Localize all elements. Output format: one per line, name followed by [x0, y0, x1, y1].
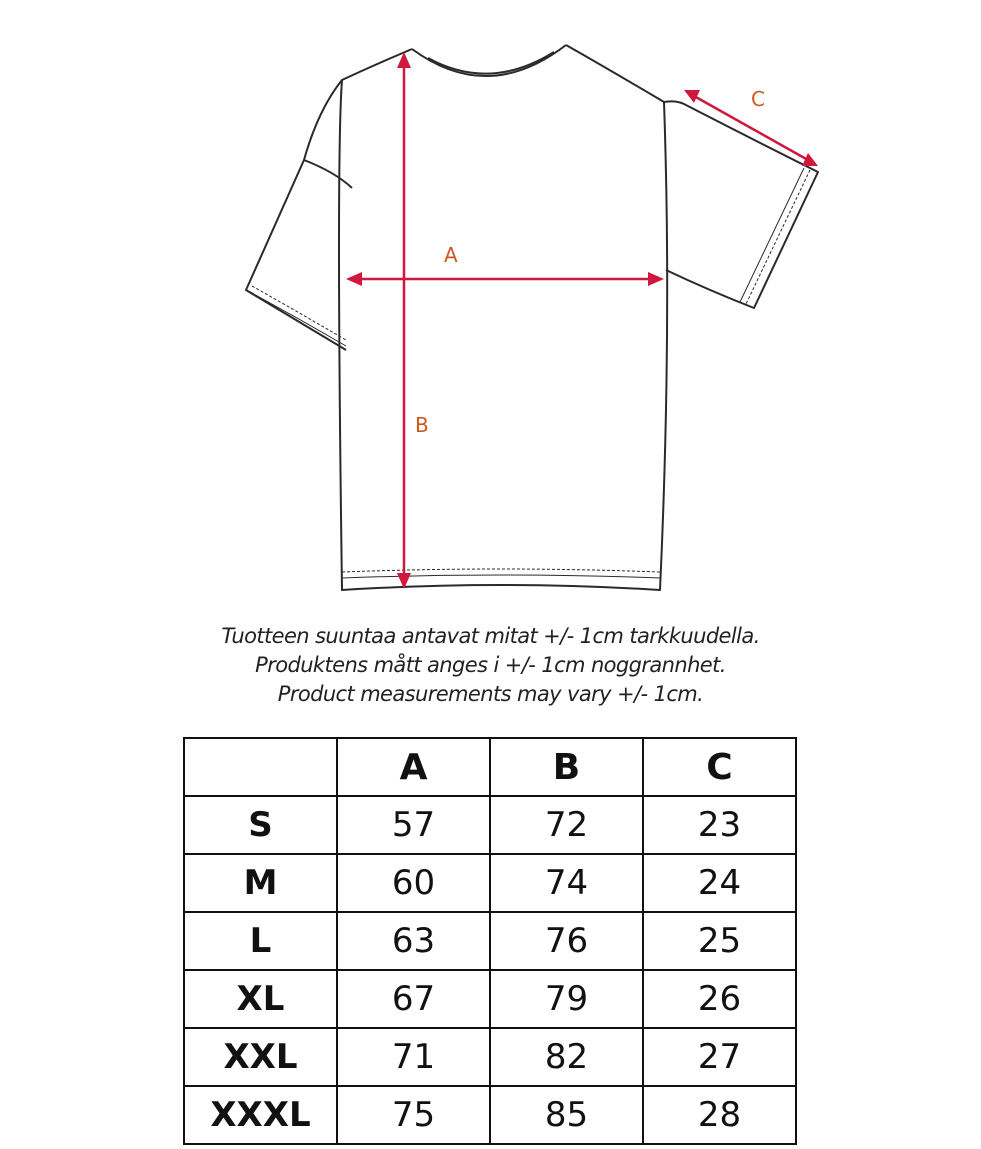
size-cell: M [184, 854, 337, 912]
table-row [184, 796, 796, 854]
value-a-cell: 67 [337, 970, 490, 1028]
value-b-cell: 74 [490, 854, 643, 912]
arrow-c-head-right [802, 153, 818, 166]
tshirt-right-sleeve [664, 101, 818, 308]
label-c: C [751, 87, 765, 111]
arrow-c-head-left [684, 90, 700, 103]
note-swedish: Produktens mått anges i +/- 1cm noggrannhet. [255, 653, 726, 677]
value-b-cell: 79 [490, 970, 643, 1028]
tshirt-collar [412, 45, 566, 76]
table-row [184, 912, 796, 970]
measurement-notes [0, 622, 981, 709]
size-cell: L [184, 912, 337, 970]
table-row [184, 1028, 796, 1086]
note-finnish: Tuotteen suuntaa antavat mitat +/- 1cm tarkkuudella. [221, 624, 760, 648]
size-cell: XXL [184, 1028, 337, 1086]
value-a-cell: 75 [337, 1086, 490, 1144]
header-c: C [643, 738, 796, 796]
tshirt-left-sleeve [246, 80, 346, 350]
measurement-arrows [346, 52, 818, 589]
value-c-cell: 23 [643, 796, 796, 854]
tshirt-outline [246, 45, 818, 590]
value-a-cell: 60 [337, 854, 490, 912]
label-a: A [444, 243, 458, 267]
value-b-cell: 76 [490, 912, 643, 970]
table-corner-cell [184, 738, 337, 796]
value-c-cell: 25 [643, 912, 796, 970]
value-a-cell: 71 [337, 1028, 490, 1086]
size-cell: XXXL [184, 1086, 337, 1144]
value-a-cell: 63 [337, 912, 490, 970]
table-header-row [184, 738, 796, 796]
value-b-cell: 82 [490, 1028, 643, 1086]
value-b-cell: 72 [490, 796, 643, 854]
size-chart-table [183, 737, 797, 1145]
value-c-cell: 28 [643, 1086, 796, 1144]
note-english: Product measurements may vary +/- 1cm. [277, 682, 704, 706]
label-b: B [415, 413, 429, 437]
tshirt-body [339, 45, 667, 590]
size-cell: XL [184, 970, 337, 1028]
value-c-cell: 26 [643, 970, 796, 1028]
arrow-a-head-left [346, 272, 362, 286]
value-c-cell: 24 [643, 854, 796, 912]
value-b-cell: 85 [490, 1086, 643, 1144]
header-a: A [337, 738, 490, 796]
table-row [184, 1086, 796, 1144]
arrow-a-head-right [648, 272, 664, 286]
table-row [184, 970, 796, 1028]
value-a-cell: 57 [337, 796, 490, 854]
header-b: B [490, 738, 643, 796]
size-cell: S [184, 796, 337, 854]
table-row [184, 854, 796, 912]
value-c-cell: 27 [643, 1028, 796, 1086]
